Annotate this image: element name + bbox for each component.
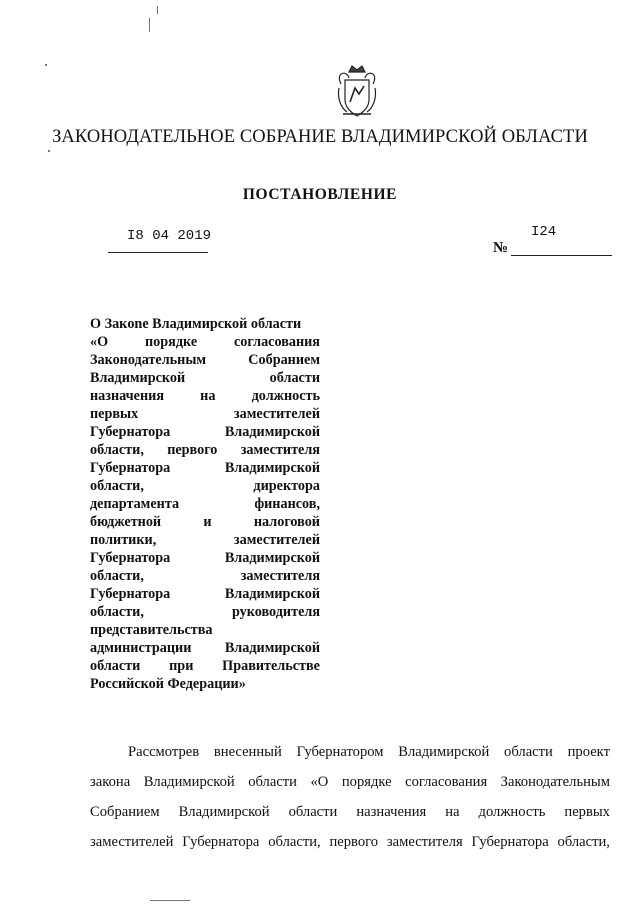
word: финансов, [254,496,320,512]
subject-line [90,513,320,531]
word: заместителя [240,568,320,584]
word: Губернатора [90,550,171,566]
subject-line [90,477,320,495]
word: заместителей [90,834,174,850]
subject-line [90,639,320,657]
document-number: I24 [531,224,557,240]
word: при [169,658,194,674]
word: заместителя [240,442,320,458]
word: закона [90,774,131,790]
subject-line [90,603,320,621]
word: проект [567,744,610,760]
word: департамента [90,496,180,512]
word: директора [253,478,320,494]
word: руководителя [231,604,320,620]
subject-line [90,333,320,351]
word: Владимирской [178,804,270,820]
subject-line [90,369,320,387]
number-underline [511,255,612,256]
word: Владимирской [224,586,320,602]
subject-line [90,405,320,423]
body-line [90,827,610,857]
document-type-title: ПОСТАНОВЛЕНИЕ [242,186,398,203]
scan-mark [149,18,150,32]
word: области [248,774,297,790]
word: первого [329,834,379,850]
subject-line [90,495,320,513]
subject-line [90,585,320,603]
number-label: № [493,240,509,256]
body-line [90,797,610,827]
word: должность [251,388,320,404]
word: О Закone Владимирской области [90,316,302,332]
word: области [90,658,141,674]
word: области [504,744,553,760]
date-underline [108,252,208,253]
subject-line [90,621,320,639]
scan-mark [48,150,50,152]
subject-line [90,423,320,441]
word: представительства [90,622,213,638]
subject-line [90,567,320,585]
coat-of-arms-icon [333,62,381,120]
word: должность [478,804,546,820]
word: области, [90,604,144,620]
word: первого [167,442,218,458]
word: и [203,514,212,530]
subject-line [90,459,320,477]
word: Собранием [90,804,160,820]
subject-line [90,675,320,693]
subject-line [90,351,320,369]
word: Губернатором [296,744,384,760]
word: порядке [341,774,392,790]
word: бюджетной [90,514,162,530]
word: первых [90,406,139,422]
word: Губернатора [90,424,171,440]
word: Губернатора [471,834,549,850]
scan-mark [150,900,190,901]
word: Губернатора [90,586,171,602]
document-subject [90,315,320,693]
word: Владимирской [143,774,235,790]
word: назначения [356,804,427,820]
word: Правительстве [222,658,320,674]
word: Губернатора [182,834,260,850]
subject-line [90,315,320,333]
word: области [269,370,320,386]
word: области, [90,442,144,458]
word: налоговой [253,514,320,530]
word: «О [310,774,329,790]
word: области, [557,834,610,850]
subject-line [90,441,320,459]
word: на [445,804,460,820]
subject-line [90,531,320,549]
document-body-text [90,737,610,857]
word: области [288,804,338,820]
word: Владимирской [224,640,320,656]
word: согласования [234,334,320,350]
word: согласования [405,774,488,790]
word: Собранием [248,352,320,368]
word: первых [564,804,610,820]
word: администрации [90,640,192,656]
word: области, [90,568,144,584]
word: Рассмотрев [128,744,200,760]
word: заместителя [386,834,463,850]
word: Владимирской [224,460,320,476]
word: «О [90,334,109,350]
word: Владимирской [224,424,320,440]
word: заместителей [233,406,320,422]
word: политики, [90,532,157,548]
word: назначения [90,388,164,404]
word: порядке [145,334,198,350]
word: Законодательным [90,352,207,368]
word: внесенный [213,744,282,760]
word: Владимирской [90,370,186,386]
word: Губернатора [90,460,171,476]
word: области, [90,478,144,494]
body-line [90,737,610,767]
word: Законодательным [500,774,610,790]
word: на [200,388,216,404]
subject-line [90,387,320,405]
word: Владимирской [224,550,320,566]
document-date: I8 04 2019 [127,228,212,244]
word: области, [268,834,321,850]
organization-title: ЗАКОНОДАТЕЛЬНОЕ СОБРАНИЕ ВЛАДИМИРСКОЙ ОБЛАСТИ [52,127,588,147]
word: Владимирской [398,744,490,760]
subject-line [90,549,320,567]
word: Российской Федерации» [90,676,246,692]
subject-line [90,657,320,675]
scan-mark [45,64,47,66]
word: заместителей [233,532,320,548]
body-line [90,767,610,797]
scan-mark [157,6,158,14]
